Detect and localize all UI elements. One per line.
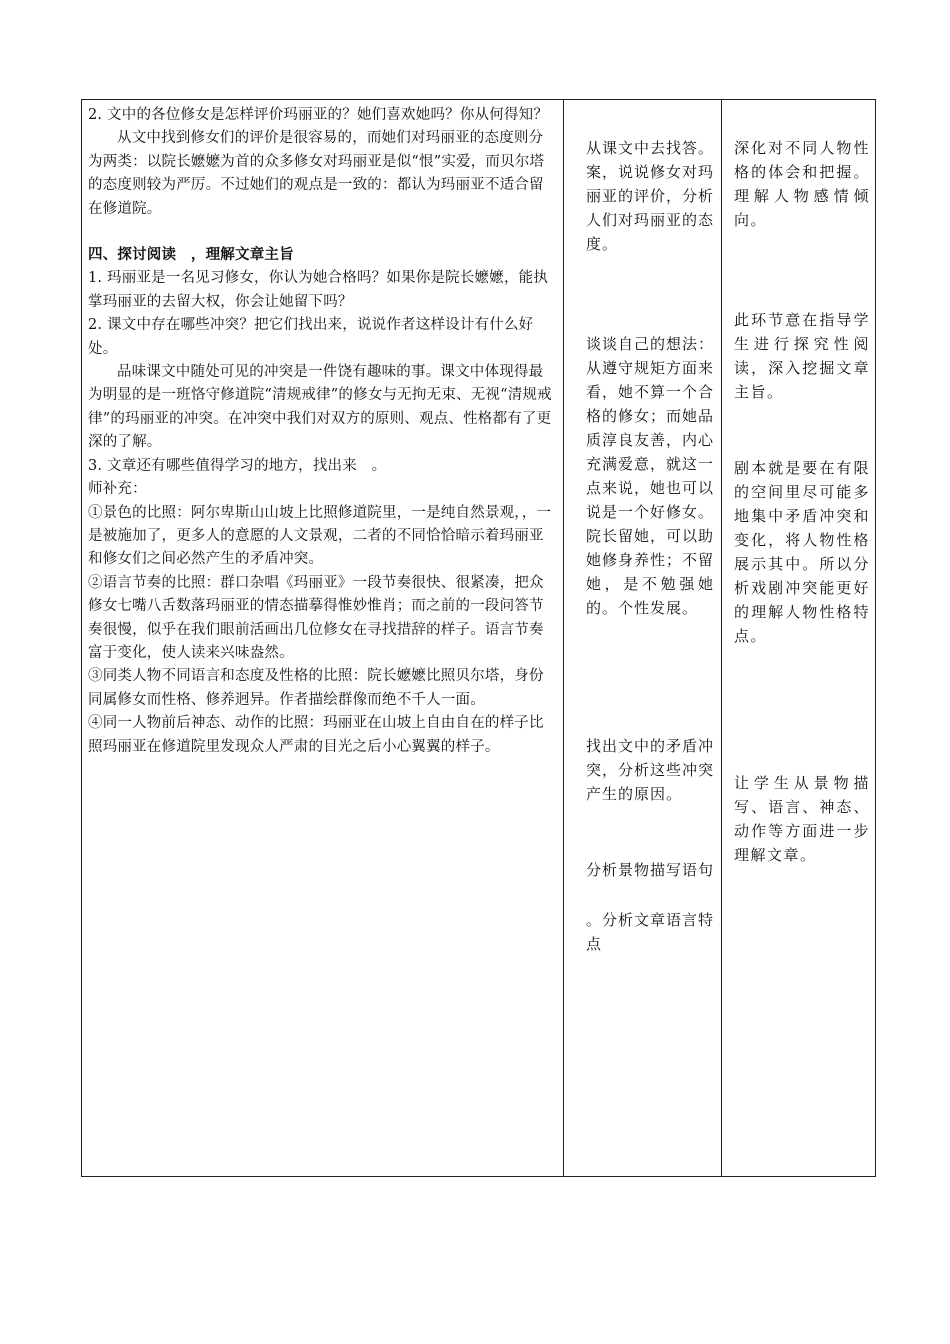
item-3: 3. 文章还有哪些值得学习的地方，找出来 。 (88, 457, 387, 474)
comparison-point-2: ②语言节奏的比照：群口杂唱《玛丽亚》一段节奏很快、很紧凑，把众修女七嘴八舌数落玛丽亚的情态描摹得惟妙惟肖；而之前的一段问答节奏很慢，似乎在我们眼前活画出几位修女在寻找措辞的样子。语言节奏富于变化，使人读来兴味盎然。 (88, 574, 544, 661)
item-1: 1. 玛丽亚是一名见习修女，你认为她合格吗？如果你是院长嬷嬷，能执掌玛丽亚的去留大权，你会让她留下吗？ (88, 270, 549, 310)
intent-1: 深化对不同人物性格的体会和把握。理解人物感情倾向。 (734, 139, 870, 229)
teaching-content-column (82, 100, 564, 1176)
teacher-supplement: 师补充： (88, 481, 147, 498)
student-activity-column (564, 100, 722, 1176)
design-intent-column (722, 100, 875, 1176)
item-2-answer: 品味课文中随处可见的冲突是一件饶有趣味的事。课文中体现得最为明显的是一班恪守修道院“清规戒律”的修女与无拘无束、无视“清规戒律”的玛丽亚的冲突。在冲突中我们对双方的原则、观点、性格都有了更深的了解。 (88, 364, 552, 451)
intent-4: 让学生从景物描写、语言、神态、动作等方面进一步理解文章。 (734, 774, 870, 864)
activity-2: 谈谈自己的想法：从遵守规矩方面来看，她不算一个合格的修女；而她品质淳良友善，内心充满爱意，就这一点来说，她也可以说是一个好修女。院长留她，可以助她修身养性；不留她，是不勉强她的。个性发展。 (586, 335, 715, 617)
item-2: 2. 课文中存在哪些冲突？把它们找出来，说说作者这样设计有什么好处。 (88, 317, 534, 357)
spacer (88, 221, 555, 244)
intent-3: 剧本就是要在有限的空间里尽可能多地集中矛盾冲突和变化，将人物性格展示其中。所以分析戏剧冲突能更好的理解人物性格特点。 (734, 459, 870, 645)
intent-2: 此环节意在指导学生进行探究性阅读，深入挖掘文章主旨。 (734, 311, 870, 401)
activity-5: 。分析文章语言特点 (586, 911, 715, 953)
activity-4: 分析景物描写语句 (586, 861, 715, 879)
section-heading: 四、探讨阅读 ，理解文章主旨 (88, 247, 294, 264)
comparison-point-4: ④同一人物前后神态、动作的比照：玛丽亚在山坡上自由自在的样子比照玛丽亚在修道院里发现众人严肃的目光之后小心翼翼的样子。 (88, 715, 544, 755)
question-2: 2. 文中的各位修女是怎样评价玛丽亚的？她们喜欢她吗？你从何得知？ (88, 107, 549, 123)
lesson-plan-table (81, 99, 876, 1177)
question-2-answer: 从文中找到修女们的评价是很容易的，而她们对玛丽亚的态度则分为两类：以院长嬷嬷为首的众多修女对玛丽亚是似“恨”实爱，而贝尔塔的态度则较为严厉。不过她们的观点是一致的：都认为玛丽亚不适合留在修道院。 (88, 130, 545, 217)
comparison-point-1: ①景色的比照：阿尔卑斯山山坡上比照修道院里，一是纯自然景观，，一是被施加了，更多人的意愿的人文景观，二者的不同恰恰暗示着玛丽亚和修女们之间必然产生的矛盾冲突。 (88, 504, 552, 568)
comparison-point-3: ③同类人物不同语言和态度及性格的比照：院长嬷嬷比照贝尔塔，身份同属修女而性格、修养迥异。作者描绘群像而绝不千人一面。 (88, 668, 544, 708)
activity-1: 从课文中去找答。案，说说修女对玛丽亚的评价，分析人们对玛丽亚的态度。 (586, 139, 715, 253)
activity-3: 找出文中的矛盾冲突，分析这些冲突产生的原因。 (586, 737, 715, 803)
